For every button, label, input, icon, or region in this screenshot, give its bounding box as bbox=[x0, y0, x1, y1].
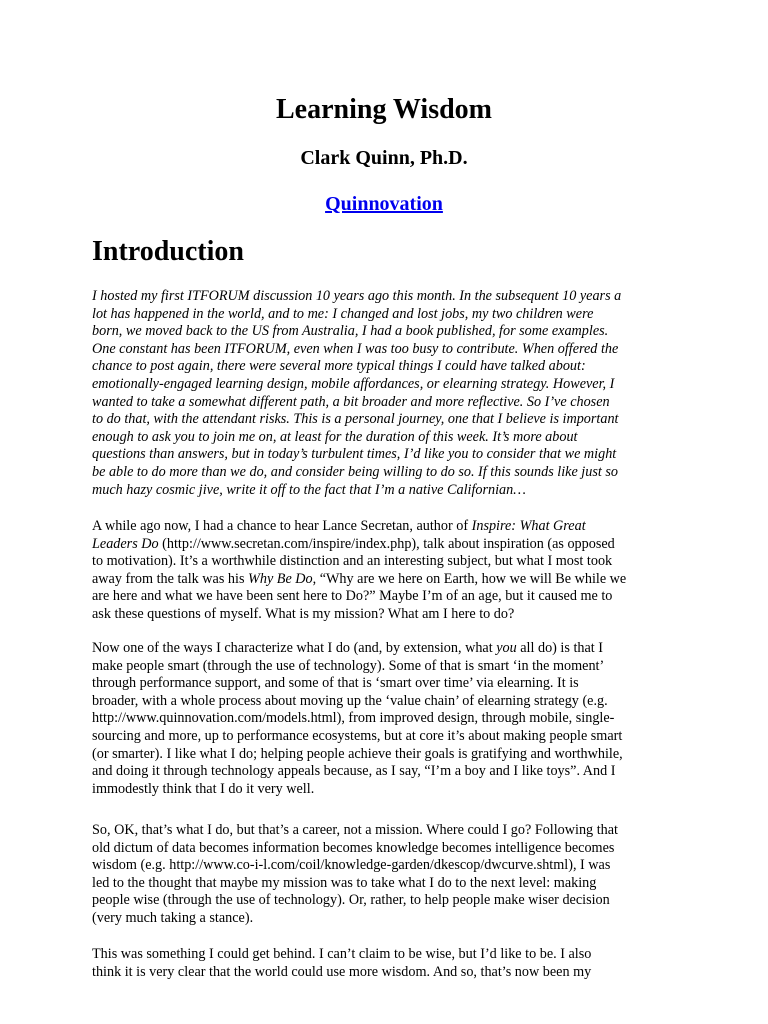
paragraph-line: think it is very clear that the world could use more wisdom. And so, that’s now been my bbox=[92, 963, 592, 980]
paragraph-line: make people smart (through the use of technology). Some of that is smart ‘in the moment’ bbox=[92, 657, 605, 674]
paragraph-line: to motivation). It’s a worthwhile distinction and an interesting subject, but what I most took bbox=[92, 553, 613, 570]
text-run: all do) is that I bbox=[516, 640, 603, 656]
intro-line: lot has happened in the world, and to me: I changed and lost jobs, my two children were bbox=[92, 305, 594, 322]
paragraph-line: and doing it through technology appeals because, as I say, “I’m a boy and I like toys”. And I bbox=[92, 763, 616, 780]
paragraph-line: broader, with a whole process about moving up the ‘value chain’ of elearning strategy (e.g. bbox=[92, 692, 608, 709]
paragraph-line: This was something I could get behind. I can’t claim to be wise, but I’d like to be. I also bbox=[92, 946, 592, 962]
intro-line: born, we moved back to the US from Australia, I had a book published, for some examples. bbox=[92, 323, 609, 340]
quinnovation-link-line bbox=[0, 190, 768, 218]
intro-line: wanted to take a somewhat different path, a bit broader and more reflective. So I’ve chosen bbox=[92, 393, 610, 410]
document-title: Learning Wisdom bbox=[275, 94, 492, 125]
paragraph-line: ask these questions of myself. What is my mission? What am I here to do? bbox=[92, 605, 515, 622]
intro-line: One constant has been ITFORUM, even when I was too busy to contribute. When offered the bbox=[92, 340, 619, 357]
paragraph-line: led to the thought that maybe my mission was to take what I do to the next level: making bbox=[92, 874, 597, 891]
emphasis-text: you bbox=[496, 640, 517, 656]
book-title-text: Leaders Do bbox=[92, 535, 159, 552]
paragraph-line: http://www.quinnovation.com/models.html), from improved design, through mobile, single- bbox=[92, 710, 615, 727]
book-title-text: Inspire: What Great bbox=[471, 518, 586, 534]
paragraph-line: people wise (through the use of technology). Or, rather, to help people make wiser decision bbox=[92, 892, 610, 909]
paragraph-line: sourcing and more, up to performance ecosystems, but at core it’s about making people smart bbox=[92, 727, 623, 744]
paragraph-make-people-smart bbox=[92, 640, 682, 798]
intro-paragraph bbox=[92, 288, 682, 499]
intro-line: I hosted my first ITFORUM discussion 10 years ago this month. In the subsequent 10 years a bbox=[92, 288, 622, 304]
paragraph-line: (or smarter). I like what I do; helping people achieve their goals is gratifying and worthwhile, bbox=[92, 745, 623, 762]
paragraph-line: old dictum of data becomes information becomes knowledge becomes intelligence becomes bbox=[92, 839, 615, 856]
intro-line: questions than answers, but in today’s turbulent times, I’d like you to consider that we might bbox=[92, 446, 617, 463]
paragraph-line: immodestly think that I do it very well. bbox=[92, 780, 315, 797]
text-run: Now one of the ways I characterize what I do (and, by extension, what bbox=[92, 640, 497, 656]
paragraph-line: (very much taking a stance). bbox=[92, 909, 254, 926]
paragraph-line: So, OK, that’s what I do, but that’s a career, not a mission. Where could I go? Following that bbox=[92, 822, 618, 838]
paragraph-lance-secretan bbox=[92, 518, 682, 624]
emphasis-text: Why Be Do bbox=[248, 570, 313, 587]
intro-line: to do that, with the attendant risks. This is a personal journey, one that I believe is important bbox=[92, 411, 619, 428]
quinnovation-link[interactable]: Quinnovation bbox=[325, 193, 443, 215]
intro-line: be able to do more than we do, and consider being willing to do so. If this sounds like just so bbox=[92, 463, 618, 480]
paragraph-mission bbox=[92, 822, 682, 928]
text-run: A while ago now, I had a chance to hear Lance Secretan, author of bbox=[92, 518, 472, 534]
intro-line: emotionally-engaged learning design, mobile affordances, or elearning strategy. However, I bbox=[92, 375, 615, 392]
paragraph-line bbox=[92, 571, 682, 589]
paragraph-line bbox=[92, 536, 682, 554]
section-heading-introduction: Introduction bbox=[92, 236, 244, 267]
text-run: , “Why are we here on Earth, how we will Be while we bbox=[312, 570, 627, 587]
paragraph-wisdom bbox=[92, 946, 682, 981]
text-run: (http://www.secretan.com/inspire/index.php), talk about inspiration (as opposed bbox=[158, 535, 615, 552]
author-name: Clark Quinn, Ph.D. bbox=[300, 147, 468, 169]
paragraph-line bbox=[92, 518, 682, 536]
text-run: away from the talk was his bbox=[92, 570, 249, 587]
paragraph-line: wisdom (e.g. http://www.co-i-l.com/coil/knowledge-garden/dkescop/dwcurve.shtml), I was bbox=[92, 857, 611, 874]
intro-line: enough to ask you to join me on, at least for the duration of this week. It’s more about bbox=[92, 428, 578, 445]
paragraph-line: are here and what we have been sent here to Do?” Maybe I’m of an age, but it caused me to bbox=[92, 588, 613, 605]
intro-line: much hazy cosmic jive, write it off to the fact that I’m a native Californian… bbox=[92, 481, 526, 498]
paragraph-line: through performance support, and some of that is ‘smart over time’ via elearning. It is bbox=[92, 675, 579, 692]
paragraph-line bbox=[92, 640, 682, 658]
intro-line: chance to post again, there were several more typical things I could have talked about: bbox=[92, 358, 586, 375]
